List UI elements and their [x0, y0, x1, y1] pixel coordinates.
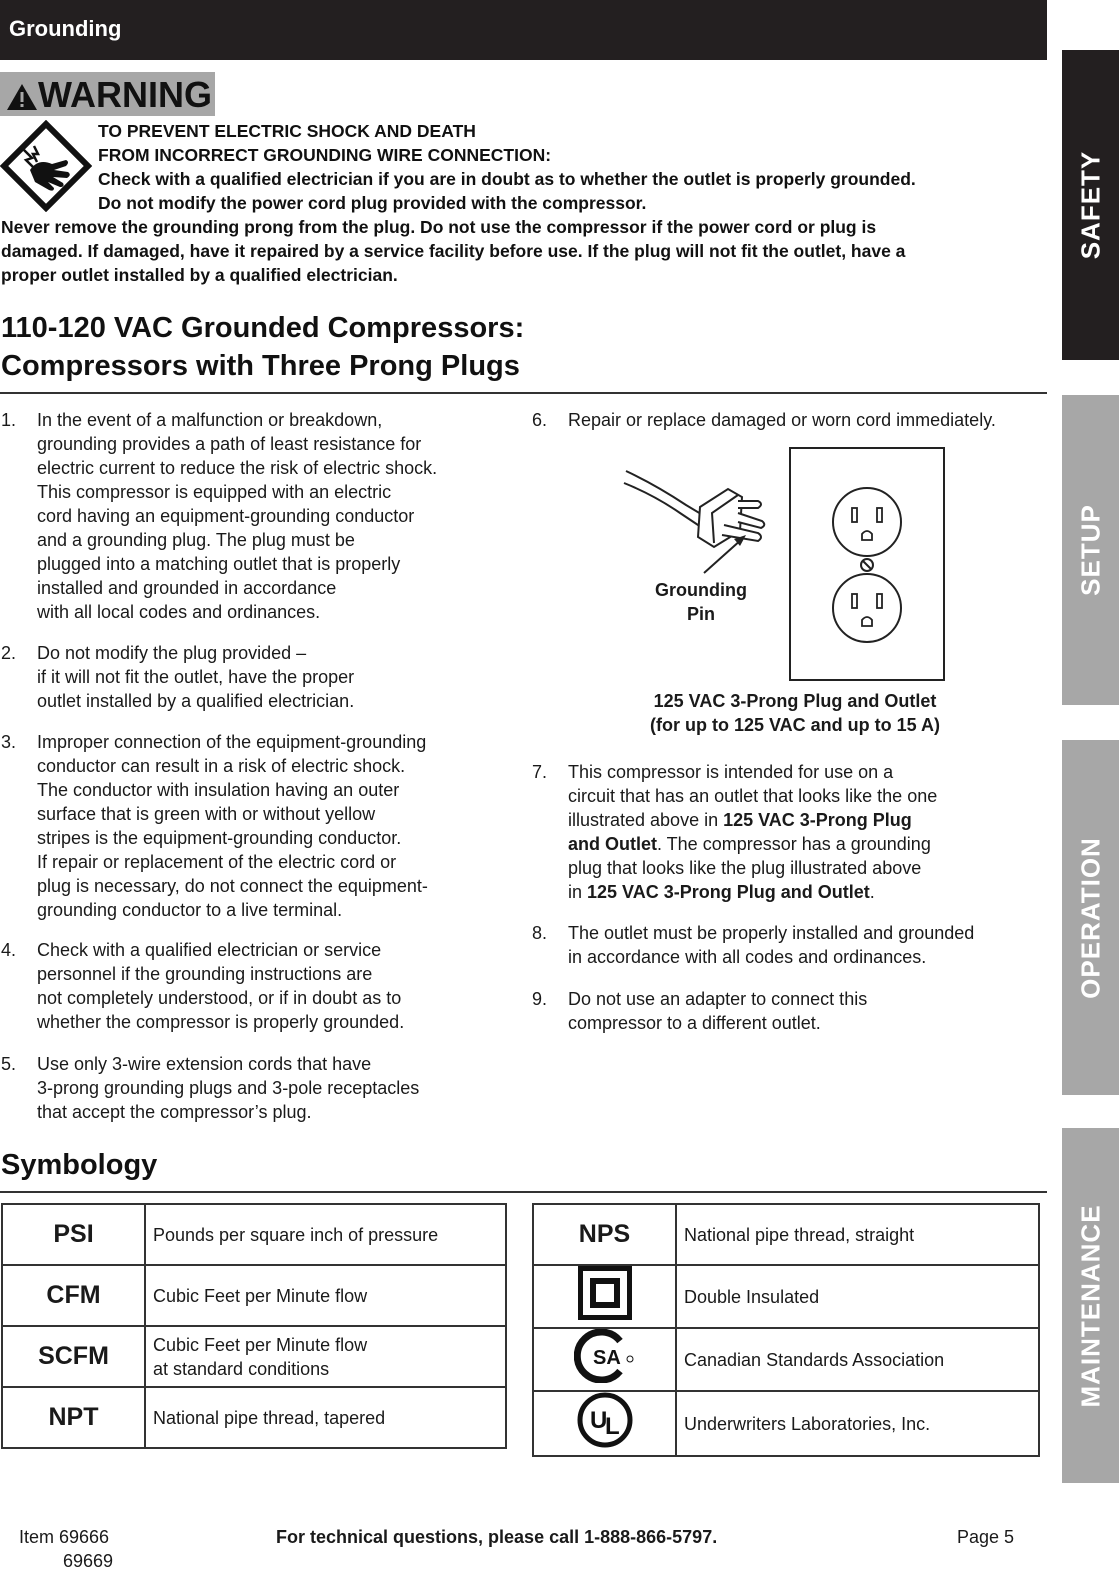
- list-item: [1, 1052, 501, 1124]
- csa-icon: [574, 1329, 636, 1383]
- list-item-number: 9.: [532, 989, 548, 1009]
- list-item-number: 1.: [1, 410, 17, 430]
- list-item: [532, 921, 1047, 969]
- tab-operation-label: OPERATION: [1075, 836, 1105, 999]
- item7-line-2: circuit that has an outlet that looks like the one: [568, 786, 938, 806]
- warning-label: [0, 72, 215, 116]
- warning-label-text: WARNING: [38, 74, 212, 115]
- tab-setup[interactable]: [1062, 395, 1119, 705]
- list-item-text: The outlet must be properly installed and grounded in accordance with all codes and ordinances.: [568, 923, 975, 967]
- symbol-abbr: SCFM: [2, 1326, 145, 1387]
- list-item: [1, 408, 501, 624]
- symbology-title: Symbology: [1, 1149, 158, 1181]
- figure-caption-2: (for up to 125 VAC and up to 15 A): [649, 715, 940, 735]
- symbol-desc: National pipe thread, tapered: [145, 1387, 506, 1448]
- section-title-line-1: 110-120 VAC Grounded Compressors:: [1, 312, 525, 344]
- svg-text:U: U: [589, 1407, 607, 1434]
- symbol-desc: Canadian Standards Association: [676, 1328, 1039, 1391]
- symbol-abbr: NPT: [2, 1387, 145, 1448]
- symbol-abbr: PSI: [2, 1204, 145, 1265]
- list-item-text: Use only 3-wire extension cords that have 3-prong grounding plugs and 3-pole receptacles that accept the compressor’s plug.: [37, 1054, 420, 1122]
- section-header-bar: [0, 0, 1047, 60]
- footer-page-number: Page 5: [957, 1527, 1015, 1547]
- symbol-desc: Cubic Feet per Minute flow: [145, 1265, 506, 1326]
- symbol-icon-cell: [533, 1391, 676, 1456]
- section-header-title: Grounding: [9, 16, 122, 41]
- symbol-desc: Cubic Feet per Minute flow at standard conditions: [145, 1326, 506, 1387]
- grounding-pin-label-2: Pin: [686, 604, 715, 624]
- table-row: [533, 1328, 1039, 1391]
- list-item-number: 8.: [532, 923, 548, 943]
- electric-shock-icon: [0, 120, 92, 212]
- list-item-text: Improper connection of the equipment-grounding conductor can result in a risk of electric shock. The conductor with insulation having an outer surface that is green with or without yellow stripes is the equipment-grounding conductor. If repair or replacement of the electric cord or plug is necessary, do not connect the equipment- grounding conductor to a live terminal.: [37, 732, 428, 920]
- table-row: [533, 1204, 1039, 1265]
- list-item-text: Repair or replace damaged or worn cord immediately.: [568, 410, 996, 430]
- tab-operation[interactable]: [1062, 740, 1119, 1095]
- list-item-text: Check with a qualified electrician or service personnel if the grounding instructions are not completely understood, or if in doubt as to whether the compressor is properly grounded.: [37, 940, 405, 1032]
- symbology-table-right: [532, 1203, 1040, 1457]
- list-item-number: 2.: [1, 643, 17, 663]
- item7-line-5: plug that looks like the plug illustrated above: [568, 858, 922, 878]
- section-title-line-2: Compressors with Three Prong Plugs: [1, 350, 520, 382]
- footer-item-number: Item 69666: [19, 1527, 110, 1547]
- symbol-icon-cell: [533, 1265, 676, 1328]
- symbol-desc: Double Insulated: [676, 1265, 1039, 1328]
- warning-body-line-3: proper outlet installed by a qualified electrician.: [1, 265, 398, 285]
- figure-caption-1: 125 VAC 3-Prong Plug and Outlet: [653, 691, 937, 711]
- list-item: [532, 987, 1047, 1035]
- list-item: [532, 408, 1047, 432]
- symbol-desc: National pipe thread, straight: [676, 1204, 1039, 1265]
- table-row: [2, 1387, 506, 1448]
- table-row: [2, 1326, 506, 1387]
- list-item: [1, 938, 501, 1034]
- list-item-text: Do not use an adapter to connect this compressor to a different outlet.: [568, 989, 868, 1033]
- list-item-number: 7.: [532, 762, 548, 782]
- warning-body-line-2: damaged. If damaged, have it repaired by a service facility before use. If the plug will not fit the outlet, have a: [1, 241, 906, 261]
- warning-line-4: Do not modify the power cord plug provided with the compressor.: [98, 193, 647, 213]
- list-item-text: Do not modify the plug provided – if it will not fit the outlet, have the proper outlet installed by a qualified electrician.: [37, 643, 355, 711]
- list-item: [1, 641, 501, 713]
- warning-line-2: FROM INCORRECT GROUNDING WIRE CONNECTION:: [98, 145, 552, 165]
- list-item-text: [568, 760, 937, 904]
- section-divider: [0, 392, 1047, 394]
- double-insulated-icon: [578, 1266, 632, 1320]
- list-item-number: 3.: [1, 732, 17, 752]
- item7-line-4: and Outlet. The compressor has a grounding: [568, 834, 931, 854]
- list-item-number: 5.: [1, 1054, 17, 1074]
- list-item-text: In the event of a malfunction or breakdown, grounding provides a path of least resistance for electric current to reduce the risk of electric shock. This compressor is equipped with an electric cord having an equipment-grounding conductor and a grounding plug. The plug must be plugged into a matching outlet that is properly installed and grounded in accordance with all local codes and ordinances.: [37, 410, 438, 622]
- symbol-desc: Pounds per square inch of pressure: [145, 1204, 506, 1265]
- svg-text:L: L: [604, 1413, 620, 1440]
- symbol-desc: Underwriters Laboratories, Inc.: [676, 1391, 1039, 1456]
- tab-setup-label: SETUP: [1075, 504, 1105, 596]
- table-row: [533, 1265, 1039, 1328]
- symbol-abbr: NPS: [533, 1204, 676, 1265]
- svg-text:SA: SA: [592, 1347, 621, 1369]
- item7-line-1: This compressor is intended for use on a: [568, 762, 894, 782]
- list-item: [1, 730, 501, 922]
- warning-triangle-icon: [6, 83, 38, 111]
- grounding-pin-label-1: Grounding: [655, 580, 747, 600]
- symbol-abbr: CFM: [2, 1265, 145, 1326]
- ul-icon: [575, 1392, 635, 1448]
- item7-line-3: illustrated above in 125 VAC 3-Prong Plug: [568, 810, 912, 830]
- item7-line-6: in 125 VAC 3-Prong Plug and Outlet.: [568, 882, 875, 902]
- warning-body-line-1: Never remove the grounding prong from the plug. Do not use the compressor if the power cord or plug is: [1, 217, 877, 237]
- table-row: [2, 1204, 506, 1265]
- list-item-number: 4.: [1, 940, 17, 960]
- list-item-number: 6.: [532, 410, 548, 430]
- warning-line-3: Check with a qualified electrician if you are in doubt as to whether the outlet is properly grounded.: [98, 169, 916, 189]
- tab-maintenance[interactable]: [1062, 1128, 1119, 1483]
- tab-maintenance-label: MAINTENANCE: [1075, 1203, 1105, 1408]
- table-row: [2, 1265, 506, 1326]
- warning-line-1: TO PREVENT ELECTRIC SHOCK AND DEATH: [98, 121, 476, 141]
- tab-safety[interactable]: [1062, 50, 1119, 360]
- symbology-table-left: [1, 1203, 507, 1449]
- table-row: [533, 1391, 1039, 1456]
- footer-tech-questions: For technical questions, please call 1-888-866-5797.: [276, 1527, 718, 1547]
- symbol-icon-cell: [533, 1328, 676, 1391]
- list-item: [532, 760, 1047, 904]
- plug-outlet-illustration: [620, 445, 950, 685]
- tab-safety-label: SAFETY: [1075, 150, 1105, 260]
- footer-item-number-2: 69669: [63, 1551, 114, 1571]
- symbology-divider: [0, 1191, 1047, 1193]
